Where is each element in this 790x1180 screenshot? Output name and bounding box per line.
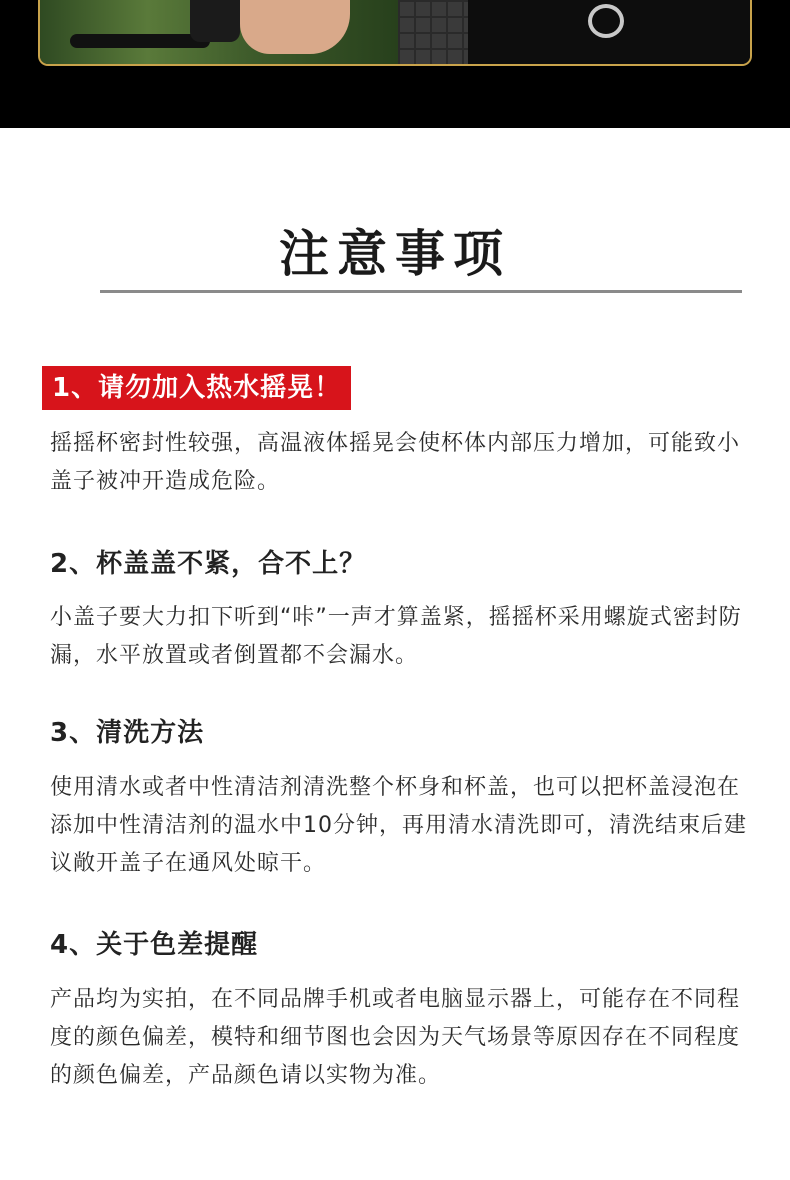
notice-body-color-difference: 产品均为实拍，在不同品牌手机或者电脑显示器上，可能存在不同程度的颜色偏差，模特和细节图也会因为天气场景等原因存在不同程度的颜色偏差，产品颜色请以实物为准。 [50,987,741,1088]
notice-heading-hot-water: 1、请勿加入热水摇晃！ [42,366,351,410]
notice-body-cleaning: 使用清水或者中性清洁剂清洗整个杯身和杯盖，也可以把杯盖浸泡在添加中性清洁剂的温水中10分钟，再用清水清洗即可，清洗结束后建议敞开盖子在通风处晾干。 [50,775,747,876]
product-photo-right [398,0,752,66]
handlebar-image [70,34,210,48]
notice-heading-color-difference: 4、关于色差提醒 [50,930,259,960]
notice-heading-cleaning: 3、清洗方法 [50,718,205,748]
top-banner [0,0,790,128]
page-title: 注意事项 [279,225,511,283]
product-photo-strip [38,0,752,66]
belt-buckle-image [588,4,624,38]
notice-body-hot-water: 摇摇杯密封性较强，高温液体摇晃会使杯体内部压力增加，可能致小盖子被冲开造成危险。 [50,431,741,494]
notice-heading-lid: 2、杯盖盖不紧，合不上？ [50,549,367,579]
product-photo-left [40,0,398,66]
hand-image [240,0,350,54]
shaker-bottle-image [190,0,240,42]
notice-body-lid: 小盖子要大力扣下听到“咔”一声才算盖紧，摇摇杯采用螺旋式密封防漏，水平放置或者倒置都不会漏水。 [50,605,742,668]
title-divider [100,290,742,293]
